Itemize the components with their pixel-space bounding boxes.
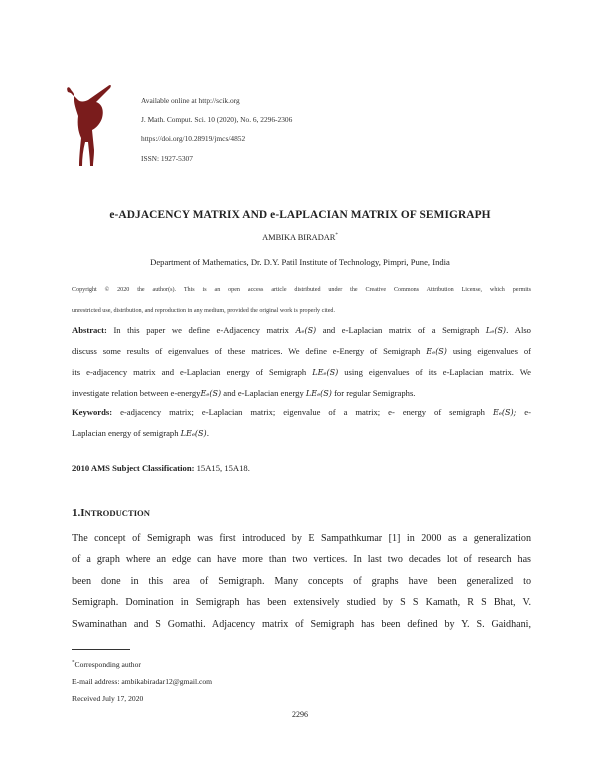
- math-energy-2: Eₑ(S): [200, 389, 222, 398]
- classification-value: 15A15, 15A18.: [196, 463, 250, 473]
- math-laplacian: Lₑ(S).: [485, 326, 509, 335]
- copyright-notice: [72, 280, 531, 322]
- math-energy: Eₑ(S): [426, 347, 447, 356]
- math-laplacian-energy: LEₑ(S): [312, 368, 339, 377]
- introduction-body: [72, 528, 531, 635]
- abstract: Abstract: In this paper we define e-Adjacency matrix Aₑ(S) and e-Laplacian matrix of a Semigraph Lₑ(S). Also discuss some results of eigenvalues of these matrices. We define e-Energy of Semigraph Eₑ(S) using eigenvalues of its e-adjacency matrix and e-Laplacian energy of Semigraph LEₑ(S) using eigenvalues of its e-Laplacian matrix. We investigate relation between e-energyEₑ(S) and e-Laplacian energy LEₑ(S) for regular Semigraphs.: [72, 325, 531, 398]
- page-number: 2296: [292, 710, 308, 719]
- classification-label: 2010 AMS Subject Classification:: [72, 463, 195, 473]
- citation-line: J. Math. Comput. Sci. 10 (2020), No. 6, 2296-2306: [141, 115, 293, 124]
- copyright-line-1: Copyright © 2020 the author(s). This is an open access article distributed under the Creative Commons Attribution License, which permits: [72, 287, 531, 293]
- author-name: AMBIKA BIRADAR*: [262, 233, 338, 242]
- abstract-label: Abstract:: [72, 325, 107, 335]
- section-heading: 1.INTRODUCTION: [72, 507, 150, 519]
- subject-classification: [72, 458, 531, 478]
- math-energy-3: Eₑ(S);: [492, 408, 517, 417]
- footnote-received: Received July 17, 2020: [72, 694, 144, 703]
- copyright-line-2: unrestricted use, distribution, and reproduction in any medium, provided the original work is properly cited.: [72, 308, 335, 314]
- footnote-corresponding: *Corresponding author: [72, 660, 141, 669]
- math-adjacency: Aₑ(S): [295, 326, 317, 335]
- issn-line: ISSN: 1927-5307: [141, 154, 193, 163]
- availability-line: Available online at http://scik.org: [141, 96, 240, 105]
- publisher-logo-icon: [60, 78, 120, 178]
- body-line: The concept of Semigraph was first introduced by E Sampathkumar [1] in 2000 as a generalization: [72, 533, 531, 544]
- body-line: Swaminathan and S Gomathi. Adjacency matrix of Semigraph has been defined by Y. S. Gaidhani,: [72, 618, 531, 630]
- keywords-label: Keywords:: [72, 407, 113, 417]
- doi-link[interactable]: https://doi.org/10.28919/jmcs/4852: [141, 134, 246, 143]
- footnote-divider: [72, 649, 130, 650]
- footnote-email[interactable]: E-mail address: ambikabiradar12@gmail.com: [72, 677, 213, 686]
- author-footnote-mark: *: [335, 233, 338, 239]
- math-laplacian-energy-3: LEₑ(S).: [180, 429, 210, 438]
- keywords: Keywords: e-adjacency matrix; e-Laplacian matrix; eigenvalue of a matrix; e- energy of semigraph Eₑ(S); e- Laplacian energy of semigraph LEₑ(S).: [72, 407, 531, 438]
- math-laplacian-energy-2: LEₑ(S): [305, 389, 332, 398]
- author-affiliation: Department of Mathematics, Dr. D.Y. Patil Institute of Technology, Pimpri, Pune, India: [150, 257, 450, 267]
- paper-title: e-ADJACENCY MATRIX AND e-LAPLACIAN MATRIX OF SEMIGRAPH: [109, 209, 491, 221]
- body-line: Semigraph. Domination in Semigraph has been extensively studied by S S Kamath, R S Bhat, V.: [72, 597, 531, 609]
- body-line: been done in this area of Semigraph. Many concepts of graphs have been generalized to: [72, 575, 531, 587]
- body-line: of a graph where an edge can have more than two vertices. In last two decades lot of research has: [72, 554, 531, 566]
